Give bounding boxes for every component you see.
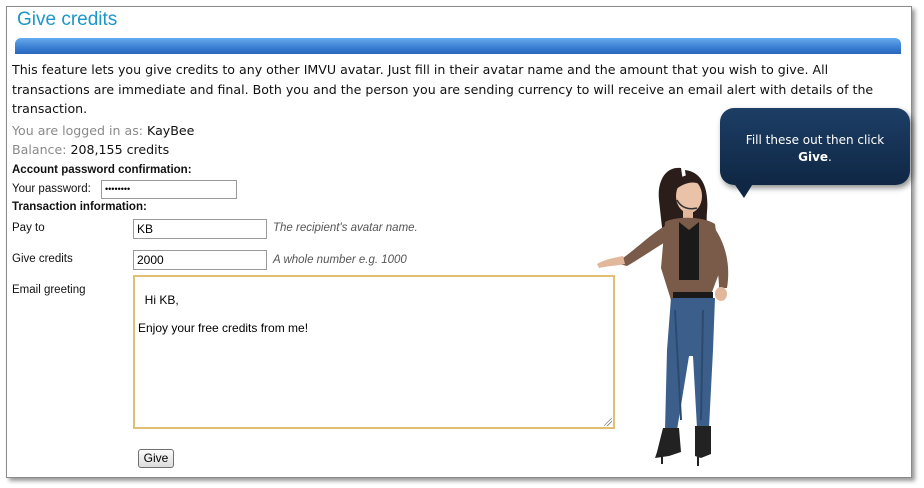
tooltip-text: Fill these out then click [745,133,885,147]
password-input[interactable]: •••••••• [101,180,237,199]
give-credits-input[interactable]: 2000 [133,250,267,270]
balance-line [12,142,169,157]
tooltip-suffix: . [828,150,832,164]
tooltip-bubble [720,108,910,185]
give-credits-hint: A whole number e.g. 1000 [273,254,407,266]
tooltip-bold-text: Give [798,150,829,164]
give-button[interactable]: Give [138,449,174,468]
avatar-girl-icon [585,160,745,476]
email-greeting-textarea[interactable] [133,275,615,429]
email-greeting-label: Email greeting [12,284,86,296]
logged-in-label: You are logged in as: [12,123,144,138]
password-label: Your password: [12,183,91,195]
pay-to-input[interactable]: KB [133,219,267,239]
username: KayBee [147,123,195,138]
pay-to-label: Pay to [12,222,45,234]
balance-value: 208,155 credits [70,142,170,157]
email-greeting-text: Hi KB, Enjoy your free credits from me! [138,293,309,335]
page-title: Give credits [17,9,118,30]
intro-text: This feature lets you give credits to any other IMVU avatar. Just fill in their avatar name and the amount that you wish to give. All transactions are immediate and final. Both you and the person you are sending currency to will receive an email alert with details of the transaction. [12,62,874,116]
transaction-section-heading: Transaction information: [12,201,147,213]
header-bar [15,38,901,54]
pay-to-hint: The recipient's avatar name. [273,222,418,234]
give-credits-label: Give credits [12,253,73,265]
logged-in-line [12,123,194,138]
password-section-heading: Account password confirmation: [12,164,192,176]
balance-label: Balance: [12,142,67,157]
